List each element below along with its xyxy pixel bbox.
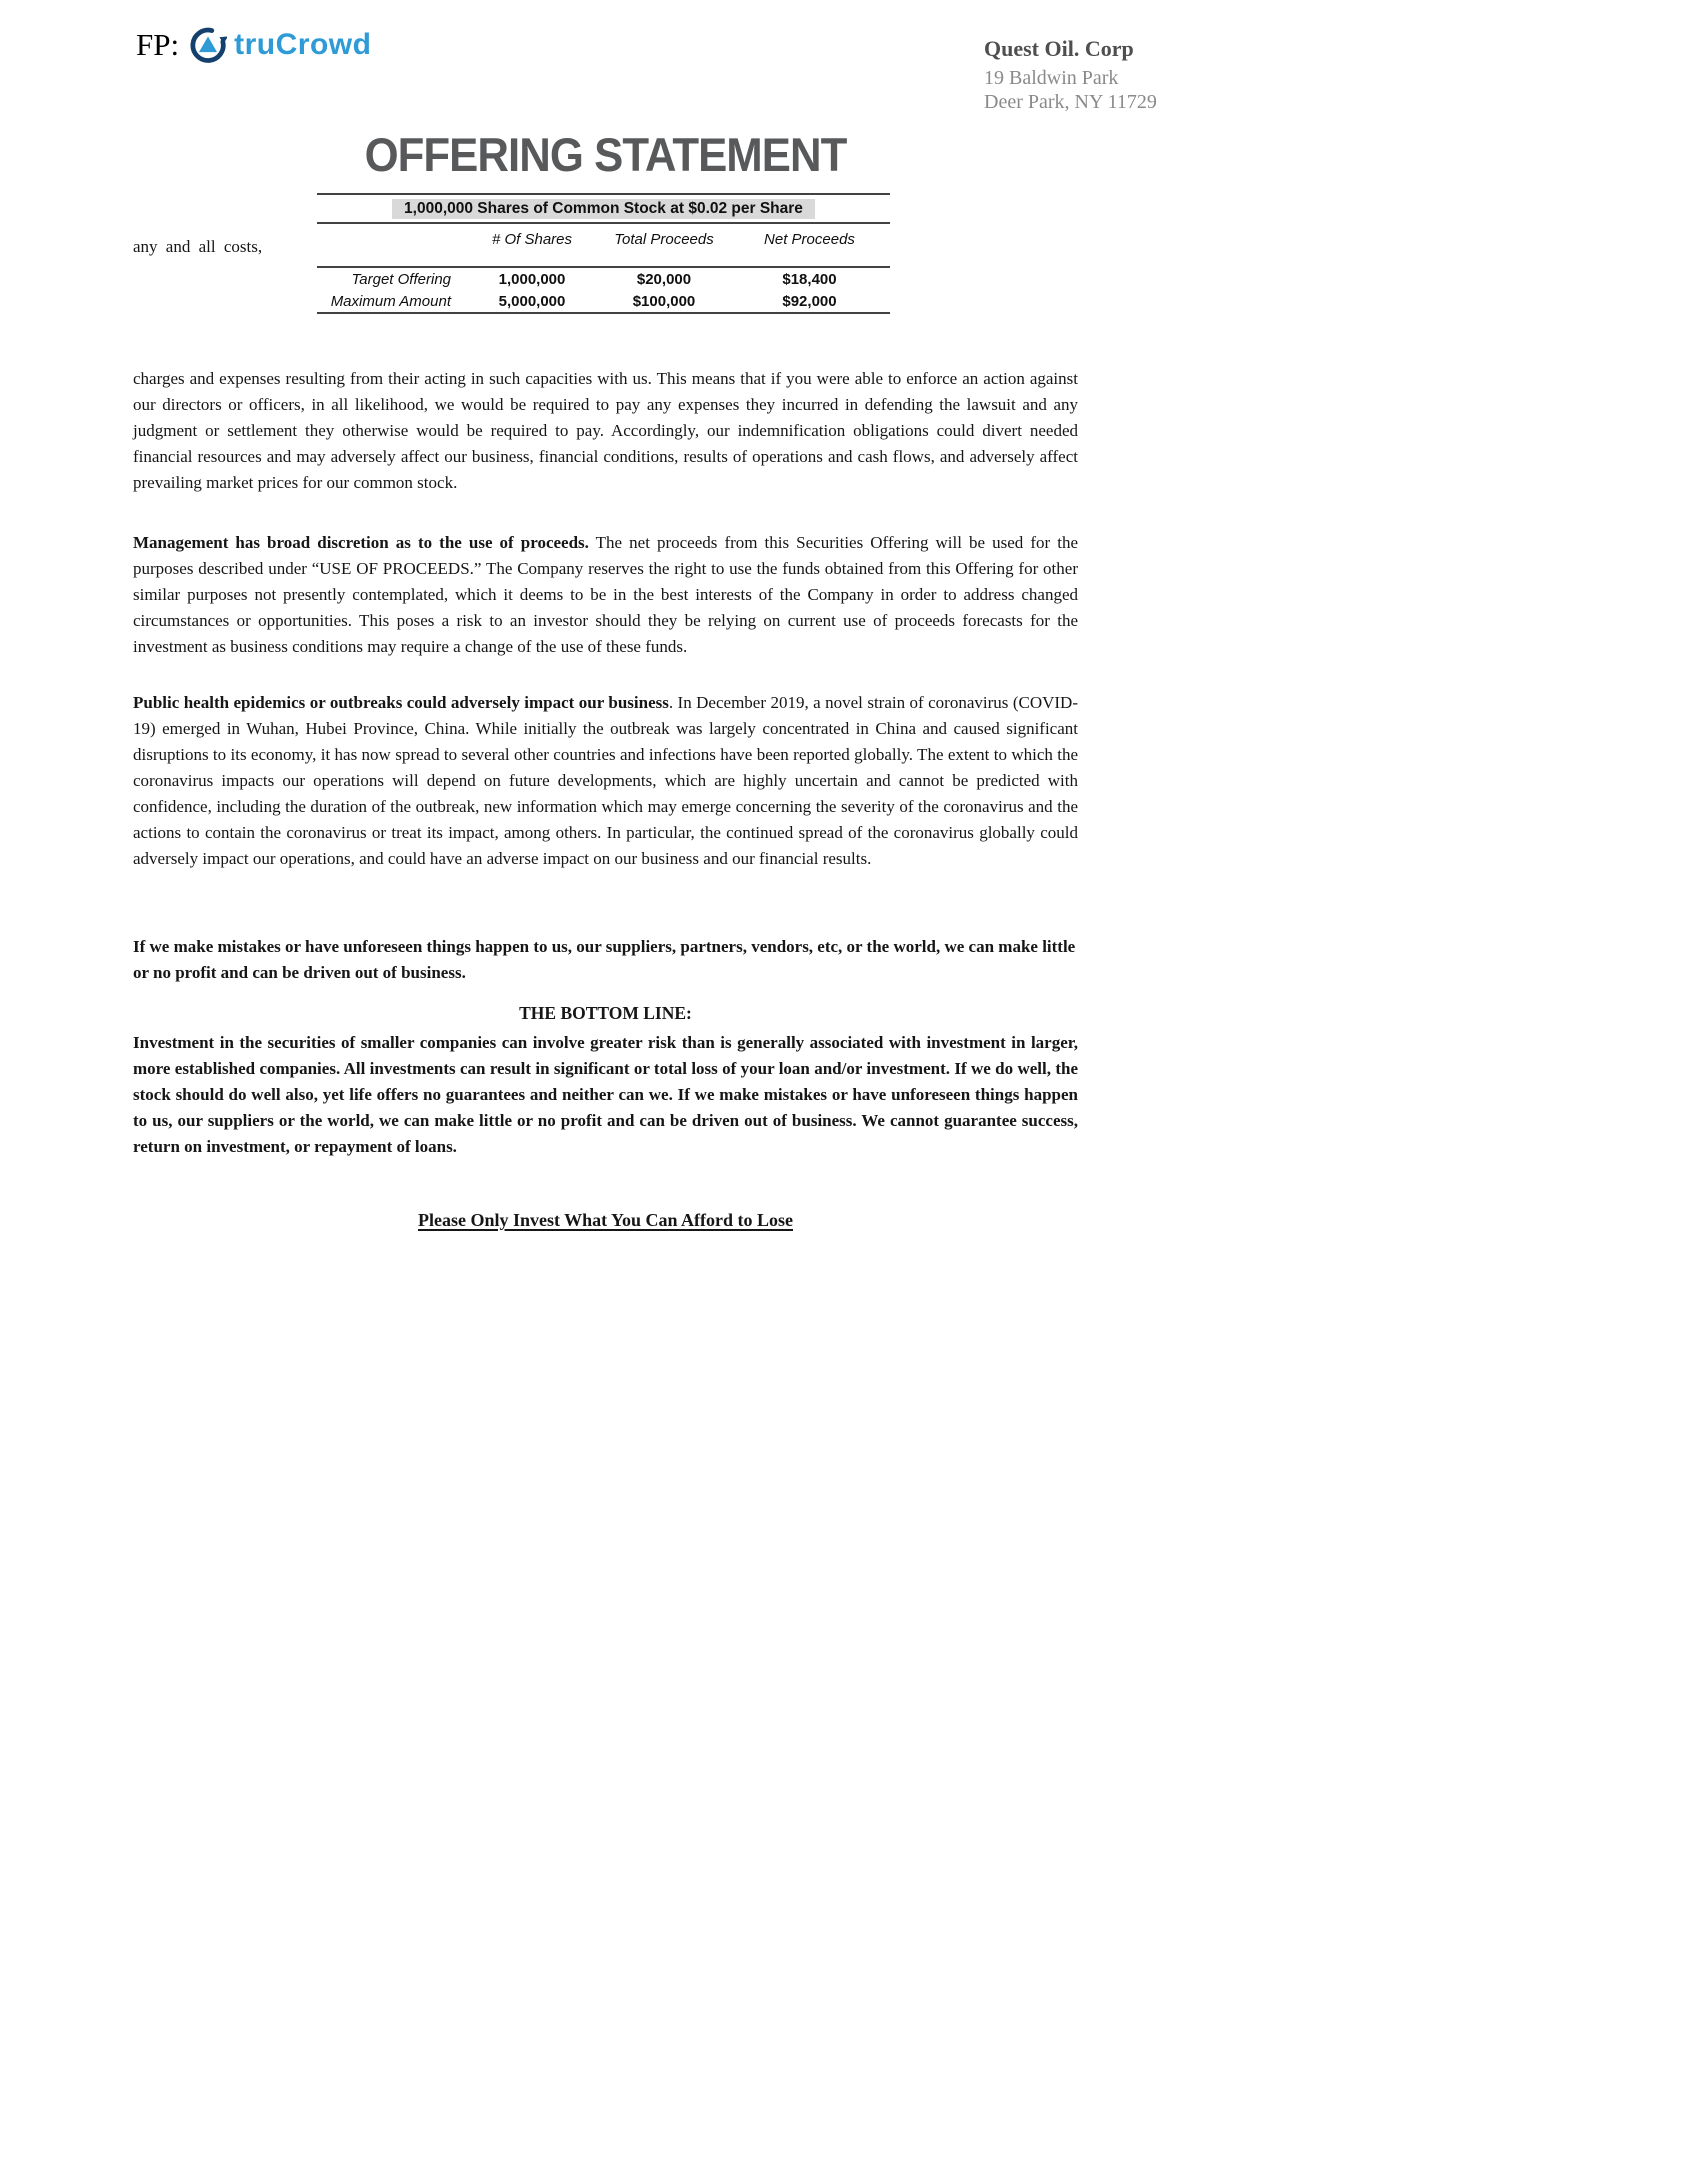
cell-target-total-proceeds: $20,000 [636,270,692,288]
text-fragment-costs: any and all costs, [133,237,263,256]
offering-table [317,193,890,314]
para-bottom-line: Investment in the securities of smaller companies can involve greater risk than is generally associated with investment in larger, more established companies. All investments can result in significant or total loss of your loan and/or investment. If we do well, the stock should do well also, yet life offers no guarantees and neither can we. If we make mistakes or have unforeseen things happen to us, our suppliers or the world, we can make little or no profit and can be driven out of business. We cannot guarantee success, return on investment, or repayment of loans. [133,1033,1078,1156]
column-header-shares: # Of Shares [491,231,573,248]
cell-target-shares: 1,000,000 [498,270,566,288]
company-block [984,36,1157,114]
company-name: Quest Oil. Corp [984,36,1134,61]
trucrowd-logo-icon [189,26,227,64]
bottom-line-heading: THE BOTTOM LINE: [519,1003,692,1023]
cell-target-net-proceeds: $18,400 [782,270,837,288]
table-header-band [317,195,890,222]
table-rule-bottom [317,312,890,314]
para-use-of-proceeds-lead: Management has broad discretion as to the use of proceeds. [133,533,589,552]
table-header-text: 1,000,000 Shares of Common Stock at $0.02 per Share [392,199,815,219]
cell-max-shares: 5,000,000 [498,292,566,310]
table-row-maximum-amount [317,290,890,312]
para-indemnification: charges and expenses resulting from their acting in such capacities with us. This means that if you were able to enforce an action against our directors or officers, in all likelihood, we would be required to pay any expenses they incurred in defending the lawsuit and any judgment or settlement they otherwise would be required to pay. Accordingly, our indemnification obligations could divert needed financial resources and may adversely affect our business, financial conditions, results of operations and cash flows, and adversely affect prevailing market prices for our common stock. [133,369,1078,492]
para-use-of-proceeds-body: The net proceeds from this Securities Offering will be used for the purposes described under “USE OF PROCEEDS.” The Company reserves the right to use the funds obtained from this Offering for other similar purposes not presently contemplated, which it deems to be in the best interests of the Company in order to address changed circumstances or opportunities. This poses a risk to an investor should they be relying on current use of proceeds forecasts for the investment as business conditions may require a change of the use of these funds. [133,533,1078,656]
row-label-target-offering: Target Offering [351,270,451,288]
invest-warning: Please Only Invest What You Can Afford to Lose [417,1210,794,1230]
header-brand [136,26,371,64]
trucrowd-logo [189,26,371,64]
page-title: OFFERING STATEMENT [364,128,847,181]
para-public-health-body: . In December 2019, a novel strain of coronavirus (COVID-19) emerged in Wuhan, Hubei Province, China. While initially the outbreak was largely concentrated in China and caused significant disruptions to its economy, it has now spread to several other countries and infections have been reported globally. The extent to which the coronavirus impacts our operations will depend on future developments, which are highly uncertain and cannot be predicted with confidence, including the duration of the outbreak, new information which may emerge concerning the severity of the coronavirus and the actions to contain the coronavirus or treat its impact, among others. In particular, the continued spread of the coronavirus globally could adversely impact our operations, and could have an adverse impact on our business and our financial results. [133,693,1078,868]
para-public-health-lead: Public health epidemics or outbreaks could adversely impact our business [133,693,669,712]
cell-max-total-proceeds: $100,000 [632,292,696,310]
column-header-net-proceeds: Net Proceeds [764,231,855,248]
cell-max-net-proceeds: $92,000 [782,292,837,310]
fp-label: FP: [136,27,180,62]
para-public-health [133,690,1078,872]
row-label-maximum-amount: Maximum Amount [330,292,451,310]
company-address-line1: 19 Baldwin Park [984,67,1119,89]
para-use-of-proceeds [133,530,1078,660]
table-row-target-offering [317,268,890,290]
column-header-total-proceeds: Total Proceeds [614,231,714,248]
table-column-headers [317,224,890,266]
company-address-line2: Deer Park, NY 11729 [984,91,1157,113]
trucrowd-logo-text: truCrowd [234,28,372,61]
para-mistakes-warning: If we make mistakes or have unforeseen things happen to us, our suppliers, partners, vendors, etc, or the world, we can make little or no profit and can be driven out of business. [133,937,1076,982]
